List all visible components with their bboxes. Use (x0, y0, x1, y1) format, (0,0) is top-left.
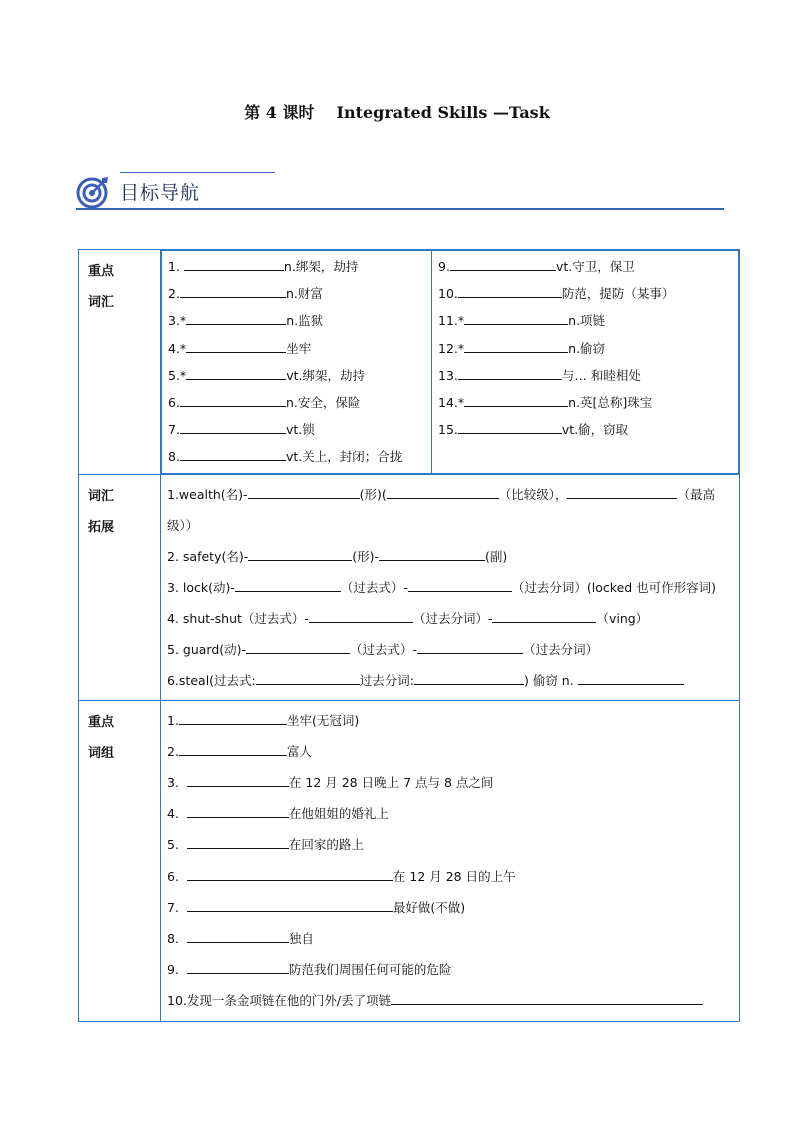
vocab-item: 10. 防范，提防（某事） (438, 286, 675, 302)
answer-blank[interactable] (567, 486, 677, 499)
vocab-item: 2. n.财富 (168, 286, 323, 302)
answer-blank[interactable] (184, 258, 284, 271)
vocab-item: 12.* n.偷窃 (438, 340, 606, 356)
vocab-item: 6. n.安全，保险 (168, 395, 361, 411)
vocab-item: 13. 与… 和睦相处 (438, 367, 641, 383)
phrase-item: 1. 坐牢(无冠词) (167, 712, 360, 728)
answer-blank[interactable] (180, 421, 286, 434)
vocab-item: 8. vt.关上，封闭；合拢 (168, 449, 403, 465)
answer-blank[interactable] (464, 340, 568, 353)
answer-blank[interactable] (248, 486, 360, 499)
answer-blank[interactable] (187, 868, 393, 881)
phrase-item: 2. 富人 (167, 743, 312, 759)
answer-blank[interactable] (464, 312, 568, 325)
answer-blank[interactable] (458, 367, 562, 380)
phrase-item: 8. 独自 (167, 931, 314, 947)
answer-blank[interactable] (186, 340, 286, 353)
answer-blank[interactable] (180, 285, 286, 298)
phrases-row (79, 700, 740, 1021)
vocab-item: 11.* n.项链 (438, 313, 606, 329)
answer-blank[interactable] (414, 672, 524, 685)
answer-blank[interactable] (179, 712, 287, 725)
answer-blank[interactable] (464, 394, 568, 407)
answer-blank[interactable] (391, 992, 703, 1005)
extension-item: 5. guard(动)- （过去式）- （过去分词） (167, 641, 599, 657)
answer-blank[interactable] (235, 579, 341, 592)
answer-blank[interactable] (179, 743, 287, 756)
section-heading: 目标导航 (120, 182, 201, 204)
answer-blank[interactable] (417, 641, 523, 654)
phrase-item: 3. 在 12 月 28 日晚上 7 点与 8 点之间 (167, 775, 494, 791)
vocab-row (79, 250, 740, 475)
vocab-label: 重点 词汇 (79, 250, 161, 475)
title-topic: Integrated Skills —Task (336, 103, 550, 122)
phrase-item: 7. 最好做(不做) (167, 899, 466, 915)
answer-blank[interactable] (248, 548, 352, 561)
answer-blank[interactable] (450, 258, 556, 271)
answer-blank[interactable] (256, 672, 360, 685)
vocab-item: 1. n.绑架，劫持 (168, 259, 359, 274)
vocab-item: 3.* n.监狱 (168, 313, 324, 329)
section-header (76, 172, 724, 212)
vocab-item: 15. vt.偷，窃取 (438, 422, 629, 438)
extension-item: 4. shut-shut（过去式）- （过去分词）- （ving） (167, 610, 649, 626)
phrase-item: 6. 在 12 月 28 日的上午 (167, 868, 516, 884)
answer-blank[interactable] (309, 610, 413, 623)
title-lesson: 第 4 课时 (244, 103, 315, 122)
page-title (0, 100, 794, 123)
answer-blank[interactable] (379, 548, 485, 561)
phrase-item: 9. 防范我们周围任何可能的危险 (167, 962, 452, 978)
answer-blank[interactable] (458, 285, 562, 298)
vocab-item: 5.* vt.绑架，劫持 (168, 367, 365, 383)
answer-blank[interactable] (492, 610, 596, 623)
answer-blank[interactable] (578, 672, 684, 685)
worksheet-table (78, 249, 740, 1022)
answer-blank[interactable] (458, 421, 562, 434)
phrases-label: 重点 词组 (79, 700, 161, 1021)
extension-item: 6.steal(过去式: 过去分词: ) 偷窃 n. (167, 665, 735, 696)
vocab-right-column (432, 251, 739, 474)
phrase-item: 4. 在他姐姐的婚礼上 (167, 806, 389, 822)
vocab-item: 4.* 坐牢 (168, 340, 312, 356)
vocab-item: 9. vt.守卫，保卫 (438, 259, 635, 274)
answer-blank[interactable] (180, 394, 286, 407)
answer-blank[interactable] (408, 579, 512, 592)
answer-blank[interactable] (187, 899, 393, 912)
extension-item: 2. safety(名)- (形)- (副) (167, 548, 508, 564)
header-top-rule (120, 172, 275, 173)
phrase-item: 5. 在回家的路上 (167, 837, 364, 853)
header-bottom-rule (76, 208, 724, 210)
target-icon (76, 175, 110, 209)
answer-blank[interactable] (246, 641, 350, 654)
answer-blank[interactable] (187, 961, 289, 974)
extension-item: 1.wealth(名)- (形)( （比较级）， （最高 级）） (167, 486, 715, 533)
answer-blank[interactable] (187, 774, 289, 787)
extension-row (79, 474, 740, 700)
extension-label: 词汇 拓展 (79, 474, 161, 700)
answer-blank[interactable] (180, 448, 286, 461)
answer-blank[interactable] (187, 836, 289, 849)
vocab-left-column (162, 251, 432, 474)
extension-item: 3. lock(动)- （过去式）- （过去分词）(locked 也可作形容词) (167, 579, 717, 595)
answer-blank[interactable] (186, 312, 286, 325)
answer-blank[interactable] (187, 805, 289, 818)
vocab-grid (161, 250, 739, 474)
answer-blank[interactable] (387, 486, 499, 499)
phrase-item: 10.发现一条金项链在他的门外/丢了项链 (167, 985, 735, 1016)
answer-blank[interactable] (186, 367, 286, 380)
answer-blank[interactable] (187, 930, 289, 943)
vocab-item: 14.* n.英[总称]珠宝 (438, 395, 653, 411)
vocab-item: 7. vt.锁 (168, 422, 315, 438)
